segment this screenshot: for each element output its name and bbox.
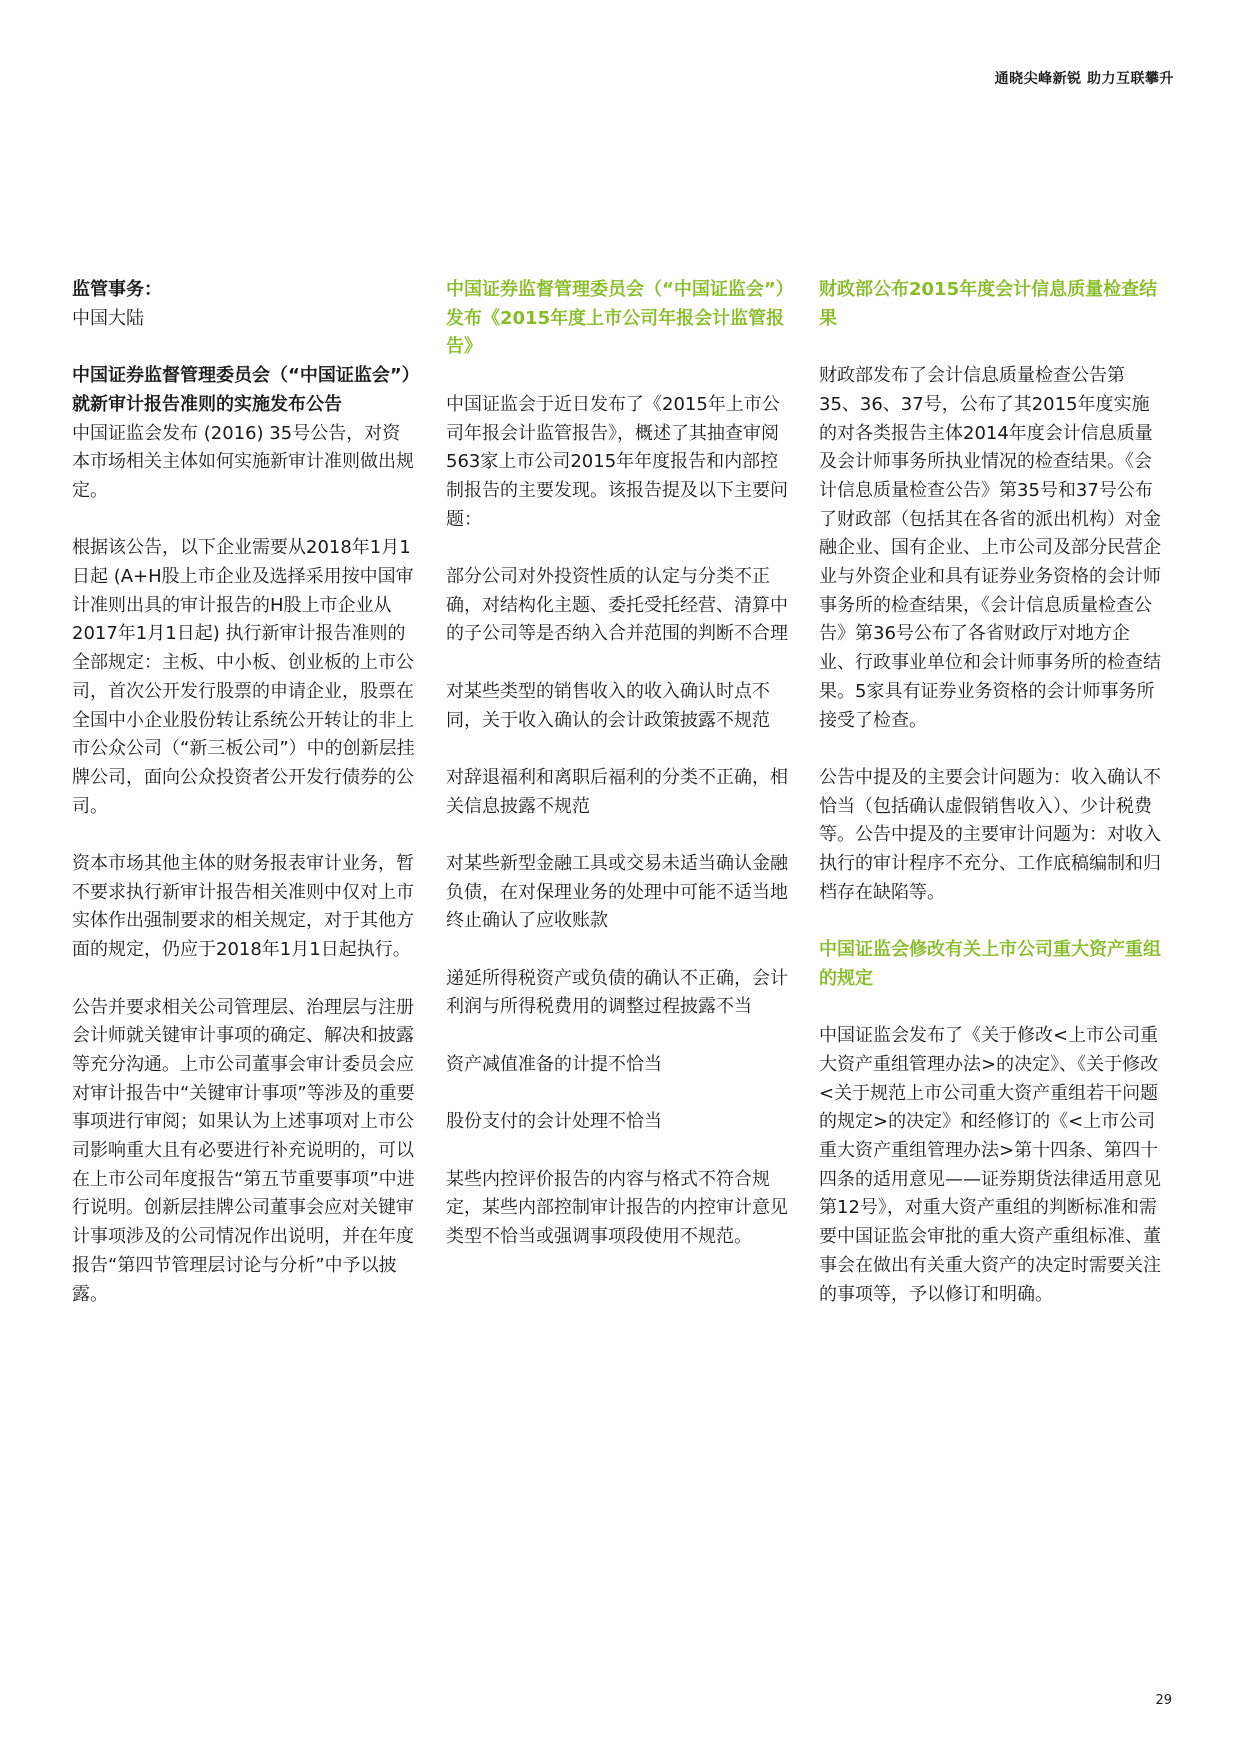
article-heading: 中国证券监督管理委员会（“中国证监会”）就新审计报告准则的实施发布公告 xyxy=(72,365,411,415)
list-item: 递延所得税资产或负债的确认不正确，会计利润与所得税费用的调整过程披露不当 xyxy=(446,967,788,1018)
list-item: 对辞退福利和离职后福利的分类不正确，相关信息披露不规范 xyxy=(446,766,788,817)
column-left xyxy=(72,276,418,1338)
paragraph: 资本市场其他主体的财务报表审计业务，暂不要求执行新审计报告相关准则中仅对上市实体作出强制要求的相关规定，对于其他方面的规定，仍应于2018年1月1日起执行。 xyxy=(72,853,414,961)
paragraph: 中国证监会发布了《关于修改<上市公司重大资产重组管理办法>的决定》、《关于修改<关于规范上市公司重大资产重组若干问题的规定>的决定》和经修订的《<上市公司重大资产重组管理办法>第十四条、第四十四条的适用意见——证券期货法律适用意见第12号》，对重大资产重组的判断标准和需要中国证监会审批的重大资产重组标准、董事会在做出有关重大资产的决定时需要关注的事项等，予以修订和明确。 xyxy=(819,1025,1161,1305)
list-item: 股份支付的会计处理不恰当 xyxy=(446,1111,662,1133)
paragraph: 财政部发布了会计信息质量检查公告第35、36、37号，公布了其2015年度实施的对各类报告主体2014年度会计信息质量及会计师事务所执业情况的检查结果。《会计信息质量检查公告》第35号和37号公布了财政部（包括其在各省的派出机构）对金融企业、国有企业、上市公司及部分民营企业与外资企业和具有证券业务资格的会计师事务所的检查结果，《会计信息质量检查公告》第36号公布了各省财政厅对地方企业、行政事业单位和会计师事务所的检查结果。5家具有证券业务资格的会计师事务所接受了检查。 xyxy=(819,365,1161,731)
paragraph: 公告中提及的主要会计问题为：收入确认不恰当（包括确认虚假销售收入）、少计税费等。公告中提及的主要审计问题为：对收入执行的审计程序不充分、工作底稿编制和归档存在缺陷等。 xyxy=(819,766,1161,903)
section-title: 监管事务： xyxy=(72,279,162,300)
paragraph: 根据该公告，以下企业需要从2018年1月1日起 (A+H股上市企业及选择采用按中国审计准则出具的审计报告的H股上市企业从2017年1月1日起) 执行新审计报告准则的全部规定：主板、中小板、创业板的上市公司，首次公开发行股票的申请企业，股票在全国中小企业股份转让系统公开转让的非上市公众公司（“新三板公司”）中的创新层挂牌公司，面向公众投资者公开发行债券的公司。 xyxy=(72,537,415,817)
section-subtitle: 中国大陆 xyxy=(72,307,144,329)
list-item: 某些内控评价报告的内容与格式不符合规定，某些内部控制审计报告的内控审计意见类型不恰当或强调事项段使用不规范。 xyxy=(446,1168,788,1248)
header-tagline: 通晓尖峰新锐 助力互联攀升 xyxy=(994,71,1174,87)
article-heading: 中国证监会修改有关上市公司重大资产重组的规定 xyxy=(819,939,1161,989)
list-item: 对某些新型金融工具或交易未适当确认金融负债，在对保理业务的处理中可能不适当地终止确认了应收账款 xyxy=(446,852,788,932)
article-heading: 中国证券监督管理委员会（“中国证监会”）发布《2015年度上市公司年报会计监管报告》 xyxy=(446,279,785,358)
list-item: 资产减值准备的计提不恰当 xyxy=(446,1053,662,1075)
list-item: 部分公司对外投资性质的认定与分类不正确，对结构化主题、委托受托经营、清算中的子公司等是否纳入合并范围的判断不合理 xyxy=(446,566,788,645)
paragraph: 公告并要求相关公司管理层、治理层与注册会计师就关键审计事项的确定、解决和披露等充分沟通。上市公司董事会审计委员会应对审计报告中“关键审计事项”等涉及的重要事项进行审阅；如果认为上述事项对上市公司影响重大且有必要进行补充说明的，可以在上市公司年度报告“第五节重要事项”中进行说明。创新层挂牌公司董事会应对关键审计事项涉及的公司情况作出说明，并在年度报告“第四节管理层讨论与分析”中予以披露。 xyxy=(72,996,415,1305)
page-number: 29 xyxy=(1155,1693,1172,1708)
paragraph: 中国证监会发布 (2016) 35号公告，对资本市场相关主体如何实施新审计准则做出规定。 xyxy=(72,422,414,501)
column-right xyxy=(819,276,1165,1338)
column-middle xyxy=(446,276,792,1280)
paragraph: 中国证监会于近日发布了《2015年上市公司年报会计监管报告》，概述了其抽查审阅563家上市公司2015年年度报告和内部控制报告的主要发现。该报告提及以下主要问题： xyxy=(446,393,788,530)
list-item: 对某些类型的销售收入的收入确认时点不同，关于收入确认的会计政策披露不规范 xyxy=(446,680,770,731)
article-heading: 财政部公布2015年度会计信息质量检查结果 xyxy=(819,279,1158,329)
